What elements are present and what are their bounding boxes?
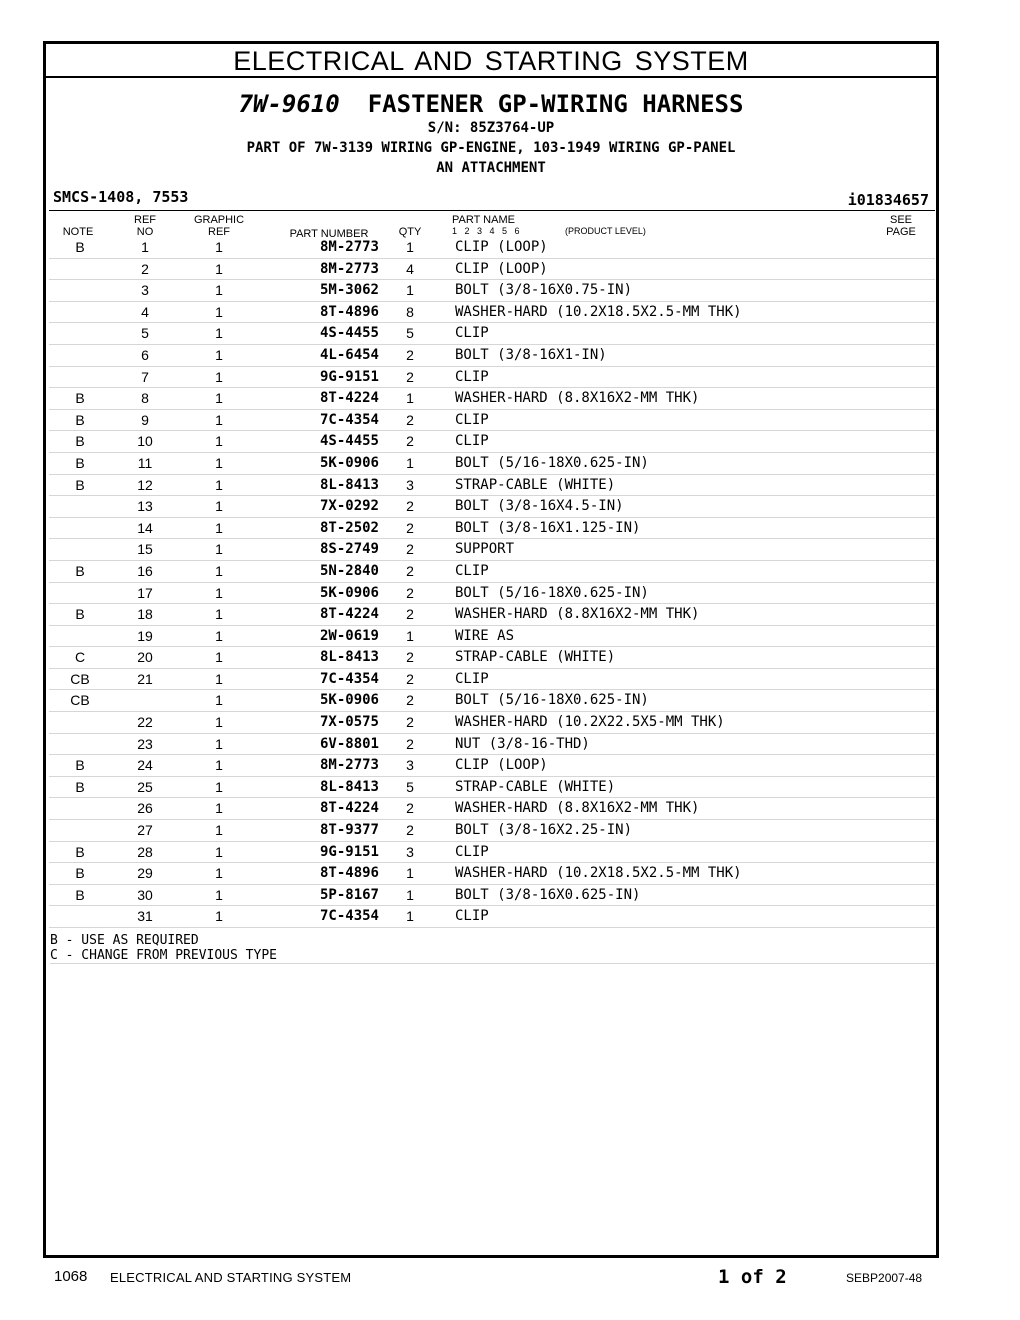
ref-no-cell: 14 [137,519,153,536]
part-name-cell: BOLT (3/8-16X1-IN) [455,346,607,363]
part-number-cell: 5N-2840 [319,562,379,579]
ref-no-cell: 21 [137,670,153,687]
table-row [49,539,935,561]
graphic-ref-cell: 1 [215,908,223,925]
part-number-cell: 8M-2773 [319,757,379,774]
part-number-cell: 4S-4455 [319,433,379,450]
qty-cell: 2 [406,498,414,515]
table-row [49,712,935,734]
note-cell: B [75,454,85,471]
part-name-cell: BOLT (3/8-16X2.25-IN) [455,822,633,839]
note-cell: B [75,433,85,450]
part-number-cell: 5P-8167 [319,886,379,903]
header-ref [125,214,165,238]
qty-cell: 5 [406,778,414,795]
graphic-ref-cell: 1 [215,670,223,687]
table-row [49,604,935,626]
part-number-cell: 8T-4224 [319,800,379,817]
ref-no-cell: 25 [137,778,153,795]
header-see-page [878,214,924,238]
part-number-cell: 2W-0619 [319,627,379,644]
table-row [49,842,935,864]
header-graphic [188,214,250,238]
graphic-ref-cell: 1 [215,822,223,839]
qty-cell: 2 [406,606,414,623]
footer-document-id: SEBP2007-48 [846,1271,923,1285]
ref-no-cell: 12 [137,476,153,493]
qty-cell: 2 [406,584,414,601]
graphic-ref-cell: 1 [215,476,223,493]
graphic-ref-cell: 1 [215,260,223,277]
ref-no-cell: 19 [137,627,153,644]
part-number-cell: 9G-9151 [319,368,379,385]
qty-cell: 5 [406,325,414,342]
table-row [49,431,935,453]
table-row [49,626,935,648]
note-line: C - CHANGE FROM PREVIOUS TYPE [50,948,277,963]
graphic-ref-cell: 1 [215,239,223,255]
graphic-ref-cell: 1 [215,519,223,536]
table-row [49,885,935,907]
graphic-ref-cell: 1 [215,778,223,795]
graphic-ref-cell: 1 [215,411,223,428]
part-name-cell: CLIP [455,843,489,860]
graphic-ref-cell: 1 [215,886,223,903]
ref-no-cell: 8 [141,390,149,407]
note-cell: B [75,865,85,882]
table-row [49,777,935,799]
header-see-top: SEE [889,214,912,226]
table-row [49,755,935,777]
header-see-bottom: PAGE [886,226,916,238]
ref-no-cell: 16 [137,562,153,579]
qty-cell: 1 [406,239,414,255]
note-cell: B [75,886,85,903]
header-part-name: PART NAME [452,214,515,226]
graphic-ref-cell: 1 [215,325,223,342]
part-name-cell: CLIP [455,908,489,925]
note-cell: B [75,606,85,623]
footer-page-number: 1068 [54,1268,88,1285]
attachment-line: AN ATTACHMENT [436,160,546,176]
ref-no-cell: 24 [137,757,153,774]
part-name-cell: CLIP (LOOP) [455,757,548,774]
part-name-cell: CLIP [455,411,489,428]
part-number-cell: 8T-4224 [319,606,379,623]
part-name-cell: WASHER-HARD (8.8X16X2-MM THK) [455,390,700,407]
part-name-cell: WASHER-HARD (10.2X18.5X2.5-MM THK) [455,303,742,320]
table-row [49,798,935,820]
part-number-cell: 8M-2773 [319,239,379,255]
graphic-ref-cell: 1 [215,735,223,752]
ref-no-cell: 4 [141,303,149,320]
table-row [49,280,935,302]
graphic-ref-cell: 1 [215,649,223,666]
header-ref-bottom: NO [136,226,154,238]
graphic-ref-cell: 1 [215,843,223,860]
graphic-ref-cell: 1 [215,606,223,623]
part-number-cell: 8T-4896 [319,303,379,320]
part-number-cell: 7X-0292 [319,498,379,515]
section-title: ELECTRICAL AND STARTING SYSTEM [46,44,936,78]
note-line: B - USE AS REQUIRED [50,933,199,948]
graphic-ref-cell: 1 [215,714,223,731]
header-graphic-bottom: REF [208,226,230,238]
part-number-cell: 7C-4354 [319,411,379,428]
table-row [49,496,935,518]
table-row [49,583,935,605]
part-number-cell: 8L-8413 [319,649,379,666]
notes-block [50,933,935,964]
qty-cell: 2 [406,562,414,579]
illustration-id: i01834657 [847,191,929,209]
note-cell: B [75,562,85,579]
group-title [46,90,936,118]
part-number-cell: 8S-2749 [319,541,379,558]
ref-no-cell: 22 [137,714,153,731]
qty-cell: 2 [406,519,414,536]
part-name-cell: SUPPORT [455,541,515,558]
qty-cell: 3 [406,757,414,774]
table-row [49,388,935,410]
qty-cell: 8 [406,303,414,320]
ref-no-cell: 6 [141,346,149,363]
ref-no-cell: 29 [137,865,153,882]
note-cell: B [75,411,85,428]
part-of-line: PART OF 7W-3139 WIRING GP-ENGINE, 103-1949 WIRING GP-PANEL [246,140,736,156]
part-name-cell: CLIP (LOOP) [455,260,548,277]
divider [49,210,935,211]
part-name-cell: BOLT (5/16-18X0.625-IN) [455,454,649,471]
part-name-cell: CLIP [455,325,489,342]
table-row [49,820,935,842]
graphic-ref-cell: 1 [215,498,223,515]
part-number-cell: 5K-0906 [319,454,379,471]
part-number-cell: 5K-0906 [319,584,379,601]
qty-cell: 3 [406,843,414,860]
qty-cell: 1 [406,454,414,471]
ref-no-cell: 20 [137,649,153,666]
qty-cell: 2 [406,735,414,752]
qty-cell: 2 [406,433,414,450]
graphic-ref-cell: 1 [215,303,223,320]
qty-cell: 1 [406,908,414,925]
table-row [49,734,935,756]
qty-cell: 4 [406,260,414,277]
part-name-cell: WASHER-HARD (8.8X16X2-MM THK) [455,800,700,817]
graphic-ref-cell: 1 [215,584,223,601]
part-number-cell: 9G-9151 [319,843,379,860]
table-row [49,410,935,432]
part-name-cell: BOLT (3/8-16X1.125-IN) [455,519,641,536]
part-name-cell: BOLT (3/8-16X0.75-IN) [455,282,633,299]
part-number-cell: 7X-0575 [319,714,379,731]
graphic-ref-cell: 1 [215,541,223,558]
graphic-ref-cell: 1 [215,282,223,299]
header-ref-top: REF [134,214,156,226]
ref-no-cell: 26 [137,800,153,817]
part-number-cell: 8T-9377 [319,822,379,839]
qty-cell: 1 [406,886,414,903]
graphic-ref-cell: 1 [215,454,223,471]
part-number-cell: 8T-4224 [319,390,379,407]
table-row [49,906,935,928]
qty-cell: 1 [406,390,414,407]
ref-no-cell: 2 [141,260,149,277]
table-row [49,367,935,389]
table-row [49,475,935,497]
ref-no-cell: 9 [141,411,149,428]
graphic-ref-cell: 1 [215,390,223,407]
header-part-number: PART NUMBER [289,228,369,240]
qty-cell: 2 [406,346,414,363]
part-number-cell: 8L-8413 [319,778,379,795]
footer-section: ELECTRICAL AND STARTING SYSTEM [110,1270,352,1285]
table-row [49,561,935,583]
ref-no-cell: 17 [137,584,153,601]
parts-table [49,237,935,928]
qty-cell: 3 [406,476,414,493]
note-cell: B [75,239,85,255]
part-name-cell: BOLT (3/8-16X4.5-IN) [455,498,624,515]
header-note: NOTE [62,226,94,238]
part-number-cell: 5M-3062 [319,282,379,299]
graphic-ref-cell: 1 [215,865,223,882]
ref-no-cell: 5 [141,325,149,342]
table-row [49,345,935,367]
part-number-cell: 8M-2773 [319,260,379,277]
part-name-cell: CLIP [455,433,489,450]
graphic-ref-cell: 1 [215,692,223,709]
table-row [49,237,935,259]
graphic-ref-cell: 1 [215,346,223,363]
ref-no-cell: 30 [137,886,153,903]
part-name-cell: NUT (3/8-16-THD) [455,735,590,752]
part-name-cell: WASHER-HARD (10.2X22.5X5-MM THK) [455,714,725,731]
note-cell: B [75,843,85,860]
ref-no-cell: 10 [137,433,153,450]
qty-cell: 1 [406,627,414,644]
ref-no-cell: 7 [141,368,149,385]
qty-cell: 2 [406,649,414,666]
part-number-cell: 7C-4354 [319,908,379,925]
table-row [49,690,935,712]
ref-no-cell: 23 [137,735,153,752]
qty-cell: 1 [406,865,414,882]
group-part-number: 7W-9610 [238,90,340,118]
qty-cell: 2 [406,368,414,385]
ref-no-cell: 27 [137,822,153,839]
part-name-cell: CLIP [455,368,489,385]
part-number-cell: 4S-4455 [319,325,379,342]
ref-no-cell: 11 [137,454,153,471]
part-number-cell: 8L-8413 [319,476,379,493]
part-number-cell: 8T-4896 [319,865,379,882]
qty-cell: 1 [406,282,414,299]
ref-no-cell: 18 [137,606,153,623]
page-frame [43,41,939,1258]
part-name-cell: CLIP [455,562,489,579]
serial-number: S/N: 85Z3764-UP [427,120,555,136]
part-name-cell: BOLT (3/8-16X0.625-IN) [455,886,641,903]
table-row [49,453,935,475]
ref-no-cell: 3 [141,282,149,299]
table-row [49,647,935,669]
note-cell: C [74,649,86,666]
qty-cell: 2 [406,411,414,428]
part-name-cell: WASHER-HARD (10.2X18.5X2.5-MM THK) [455,865,742,882]
header-graphic-top: GRAPHIC [193,214,245,226]
part-number-cell: 6V-8801 [319,735,379,752]
graphic-ref-cell: 1 [215,757,223,774]
table-row [49,518,935,540]
table-row [49,863,935,885]
group-name: FASTENER GP-WIRING HARNESS [367,90,744,118]
table-row [49,669,935,691]
table-row [49,302,935,324]
qty-cell: 2 [406,714,414,731]
ref-no-cell: 28 [137,843,153,860]
part-name-cell: BOLT (5/16-18X0.625-IN) [455,584,649,601]
smcs-codes: SMCS-1408, 7553 [53,188,189,206]
note-cell: B [75,476,85,493]
header-levels: 1 2 3 4 5 6 [452,226,520,236]
graphic-ref-cell: 1 [215,627,223,644]
table-row [49,323,935,345]
header-qty: QTY [398,226,422,238]
qty-cell: 2 [406,541,414,558]
graphic-ref-cell: 1 [215,562,223,579]
table-row [49,259,935,281]
part-name-cell: CLIP [455,670,489,687]
ref-no-cell: 31 [137,908,153,925]
note-cell: B [75,778,85,795]
graphic-ref-cell: 1 [215,433,223,450]
part-number-cell: 7C-4354 [319,670,379,687]
note-cell: CB [70,670,90,687]
note-cell: B [75,757,85,774]
qty-cell: 2 [406,670,414,687]
footer-page-of: 1 of 2 [718,1266,787,1288]
qty-cell: 2 [406,822,414,839]
part-name-cell: WASHER-HARD (8.8X16X2-MM THK) [455,606,700,623]
part-name-cell: STRAP-CABLE (WHITE) [455,476,616,493]
part-number-cell: 8T-2502 [319,519,379,536]
note-cell: CB [70,692,90,709]
part-name-cell: WIRE AS [455,627,515,644]
qty-cell: 2 [406,800,414,817]
part-name-cell: STRAP-CABLE (WHITE) [455,778,616,795]
part-number-cell: 4L-6454 [319,346,379,363]
ref-no-cell: 1 [141,239,149,255]
ref-no-cell: 13 [137,498,153,515]
qty-cell: 2 [406,692,414,709]
ref-no-cell: 15 [137,541,153,558]
graphic-ref-cell: 1 [215,368,223,385]
graphic-ref-cell: 1 [215,800,223,817]
part-name-cell: CLIP (LOOP) [455,239,548,255]
part-number-cell: 5K-0906 [319,692,379,709]
note-cell: B [75,390,85,407]
part-name-cell: BOLT (5/16-18X0.625-IN) [455,692,649,709]
header-product-level: (PRODUCT LEVEL) [565,226,646,236]
part-name-cell: STRAP-CABLE (WHITE) [455,649,616,666]
